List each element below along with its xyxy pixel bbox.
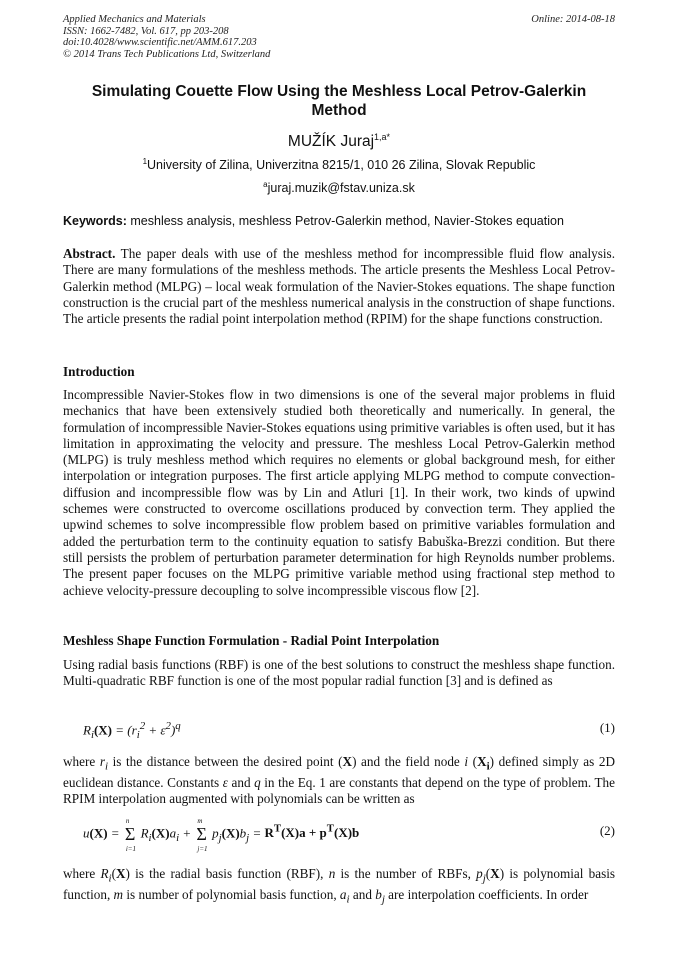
equation-1	[63, 720, 615, 750]
keywords-label: Keywords:	[63, 214, 127, 228]
abstract-text: The paper deals with use of the meshless method for incompressible fluid flow analysis. There are many formulations of the meshless methods. The article presents the Meshless Local Petrov-Galerkin method (MLPG) – local weak formulation of the Navier-Stokes equations. The shape function construction is the crucial part of the meshless numerical analysis in the construction of shape functions. The article presents the radial point interpolation method (RPIM) for the shape functions construction.	[63, 246, 615, 327]
paper-title	[63, 82, 615, 120]
introduction-text: Incompressible Navier-Stokes flow in two dimensions is one of the several major problems in fluid mechanics that have been extensively studied both theoretically and numerically. In general, the formulation of incompressible Navier-Stokes equations using primitive variables is often used, but it has limitation in approximating the velocity and pressure. The meshless Local Petrov-Galerkin method (MLPG) is truly meshless method which requires no elements or global background mesh, for either interpolation or integration purposes. The first article applying MLPG method to compute convection-diffusion and incompressible flow was by Lin and Atluri [1]. In their work, two kinds of upwind schemes were constructed to overcome oscillations produced by convection term. They applied the upwind schemes to solve incompressible flow problem based on primitive variables formulation and added the perturbation term to the continuity equation to satisfy Babuška-Brezzi condition. But there still persists the problem of perturbation parameter determination for high Reynolds number problems. The present paper focuses on the MLPG primitive variable method using fractional step method to achieve velocity-pressure decoupling to solve incompressible viscous flow [2].	[63, 387, 615, 598]
equation-2	[63, 817, 615, 854]
journal-issn: ISSN: 1662-7482, Vol. 617, pp 203-208	[63, 25, 229, 37]
equation-1-formula: $R_i(X) = (r_i^2 + \varepsilon^2)^q$	[83, 720, 181, 741]
section-heading: Meshless Shape Function Formulation - Radial Point Interpolation	[63, 633, 440, 648]
affiliation	[63, 157, 615, 172]
email-sup: a	[263, 180, 268, 189]
affiliation-text: University of Zilina, Univerzitna 8215/1, 010 26 Zilina, Slovak Republic	[147, 158, 536, 173]
email	[63, 180, 615, 195]
abstract-label: Abstract.	[63, 246, 116, 261]
introduction-heading: Introduction	[63, 364, 135, 379]
keywords	[63, 214, 615, 228]
paragraph-after-eq1: where $r_i$ is the distance between the desired point (X) and the field node i $(X_i)$ defined simply as 2D euclidean distance. Constants ε and q in the Eq. 1 are constants that depend on the type of problem. The RPIM interpolation augmented with polynomials can be written as	[63, 754, 615, 807]
author-name: MUŽÍK Juraj	[287, 133, 375, 151]
online-date: Online: 2014-08-18	[531, 14, 615, 25]
paragraph-after-eq2: where $R_i(X)$ is the radial basis function (RBF), n is the number of RBFs, $p_j(X)$ is polynomial basis function, m is number of polynomial basis function, $a_i$ and $b_j$ are interpolation coefficients. In order	[63, 866, 615, 906]
equation-1-number: (1)	[599, 720, 615, 735]
email-text: juraj.muzik@fstav.uniza.sk	[267, 181, 415, 196]
journal-doi: doi:10.4028/www.scientific.net/AMM.617.203	[63, 37, 257, 48]
title-line-2: Method	[311, 102, 367, 119]
journal-header	[63, 14, 615, 60]
journal-name: Applied Mechanics and Materials	[63, 14, 206, 25]
section-text: Using radial basis functions (RBF) is one of the best solutions to construct the meshless shape function. Multi-quadratic RBF function is one of the most popular radial function [3] and is defined as	[63, 657, 615, 689]
title-line-1: Simulating Couette Flow Using the Meshless Local Petrov-Galerkin	[91, 83, 587, 100]
journal-copyright: © 2014 Trans Tech Publications Ltd, Switzerland	[63, 48, 271, 60]
abstract	[63, 246, 615, 327]
equation-2-formula: u(X) = n Σ i=1 $R_i(X)a_i$ + m Σ j=1 $p_j(X)b_j = R^T(X)a + p^T(X)b$	[83, 817, 360, 854]
affiliation-sup: 1	[142, 157, 148, 166]
keywords-text: meshless analysis, meshless Petrov-Galerkin method, Navier-Stokes equation	[126, 214, 564, 228]
author	[63, 132, 615, 151]
author-sup: 1,a*	[374, 132, 391, 142]
equation-2-number: (2)	[599, 823, 615, 838]
